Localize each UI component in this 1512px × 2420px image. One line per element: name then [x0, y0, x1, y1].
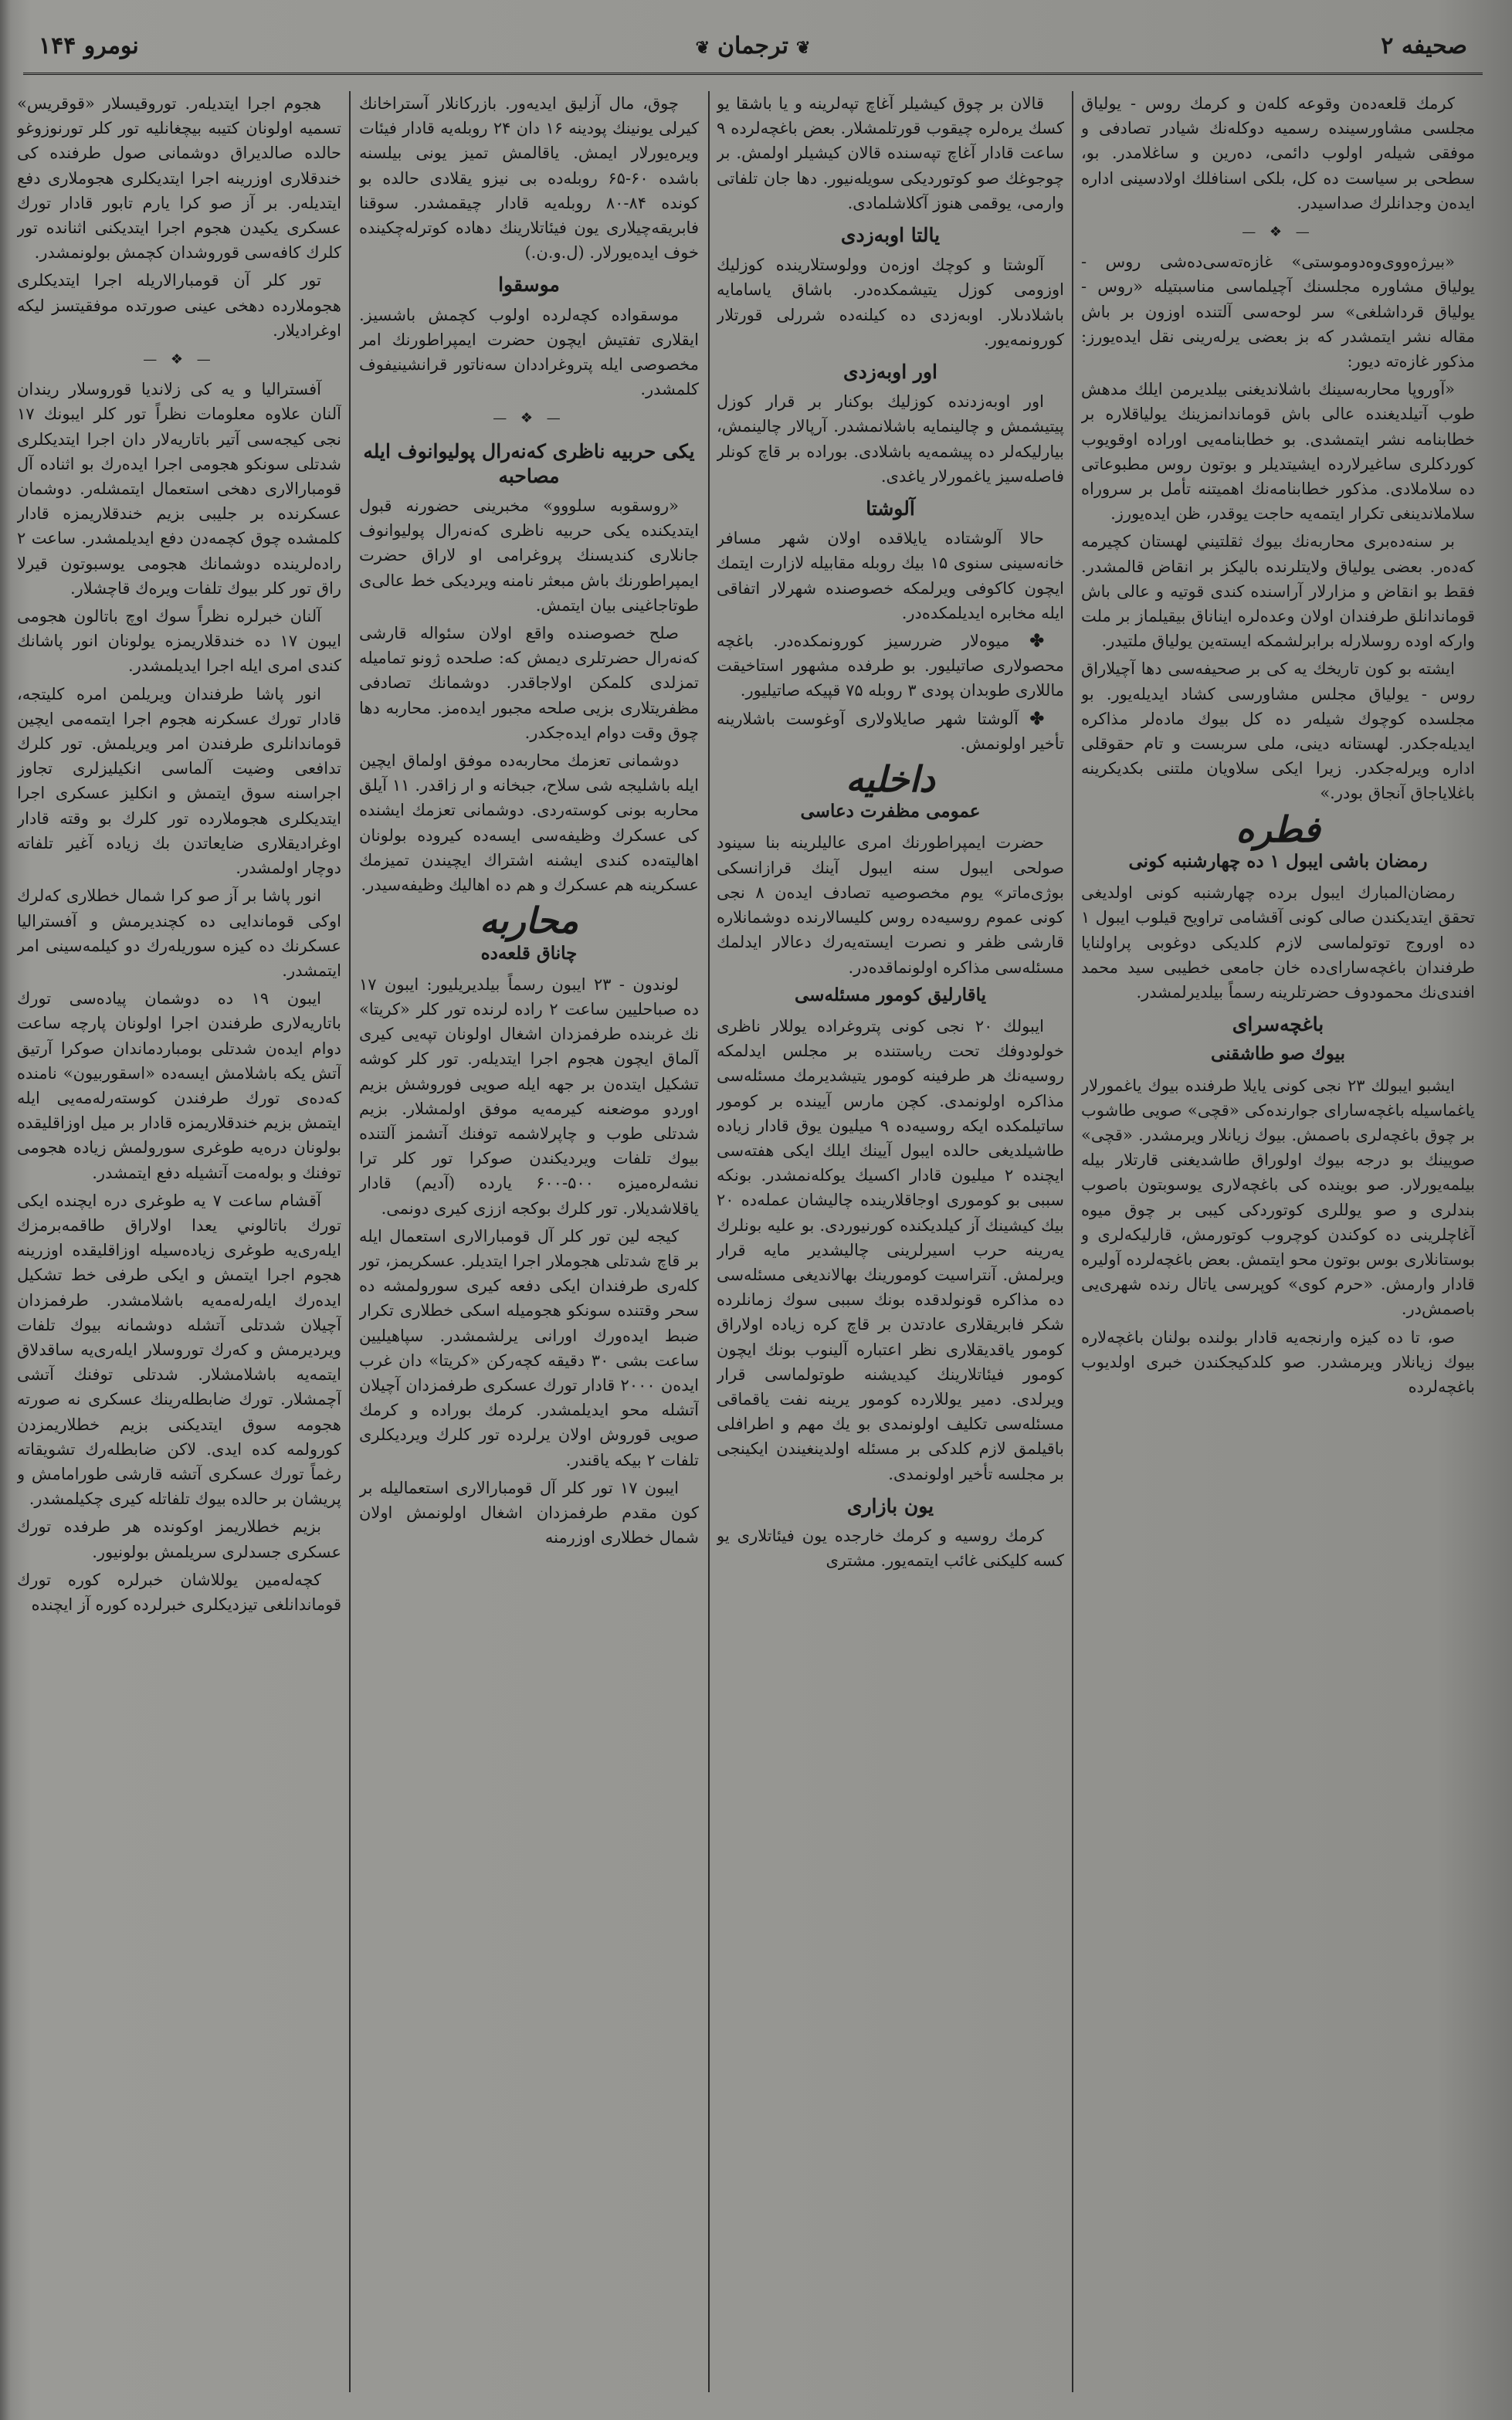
article-paragraph: ايبولك ۲۰ نجى كونى پتروغراده يوللار ناظرى خولودوفك تحت رياستنده بر مجلس ايدلمكه روسيه‌نك هر طرفينه كومور يتيشديرمك مسئله‌سى مذاكره اولونمدى. كچن مارس آيينده بر كومور ساتيلمكده ايكه روسيه‌ده ۹ ميليون يوق قادار زياده طاشيلديغى حالده ايبول آيينك ايلك ايكى هفته‌سى ايچنده ۲ ميليون قادار اكسيك يوكلەنمشدر. بونكه سببى بو كومورى اوجاقلارينده چاليشان عمله‌ده ۲۰ بيك كيشينك آز كيلديكنده كورنيوردى. بو عليه بونلرك يه‌رينه حرب اسيرلرينى چاليشدير مايه قرار ويرلمش. آنتراسيت كومورينك بهالانديغى مسئله‌سى ده مذاكره قونولدقده بونك سببى سوك زمانلرده شكر فابريقلارى عادتدن بر قاچ كره زياده اولاراق كومور ياقديقلارى نظر اعتباره آلينوب بونك ايچون كومور فيئاتلارينك كيديشنه طوتولماسى قرار ويرلدى. دمير يوللارده كومور يرينه نفت ياقماقى مسئله‌سى تكليف اولونمدى بو يك مهم و اطرافلى باقيلمق لازم كلدكى بر مسئله اولدينغيندن ايكينجى بر مجلسه تأخير اولونمدى.: [717, 1016, 1064, 1483]
article-paragraph: انور پاشا طرفندان ويريلمن امره كليتجه، قادار تورك عسكرنه هجوم اجرا ايتمه‌مى ايچين قوماندانلرى طرفندن امر ويريلمش. تور كلرك تدافعى وضيت آلماسى انكيليزلرى تجاوز اجراسنه سوق ايتمش و انكليز عسكرى اجرا ايتديكلرى هجوملارده تور كلرك بو وقته قادار اوغراديقلارى ضايعاتدن بك زياده آغير تلفاته دوچار اولمشدر.: [17, 684, 341, 878]
article-paragraph: «بيرژەووی‌وەدوموستى» غازەتەسى‌دەشى روس - يولياق مشاوره مجلسنك آچيلماسى مناسبتيله «روس - يولياق قرداشلغى» سر لوحەسى آلتنده اوزون بر باش مقاله نشر ايتمشدر كه بز بعضى يرلەرينى نقل ايدەيورز: مذكور غازەته ديور:: [1081, 253, 1475, 371]
article-paragraph: لوندون - ۲۳ ايبون رسماً بيلديريليور: ايبون ۱۷ ده صباحليين ساعت ۲ راده لرنده تور كلر «كريتا» نك غربنده طرفمزدان اشغال اولونان تپه‌يى كيرى آلماق ايچون هجوم اجرا ايتديلەر. تور كلر كوشه تشكيل ايتدەن بر جهه ايله صويى فوروشش بزيم اوردو موضعنه كيرمه‌يە موفق اولمشلار. بزيم شدتلى طوب و چاپرلاشمه توفنك آتشمز آلتنده بيوك تلفات ويرديكندن صوكرا تور كلر ترا نشه‌لره‌ميزه ۵۰۰-۶۰۰ يارده (آديم) قادار ياقلاشديلار. تور كلرك بوكجه اززى كيرى دونمى.: [359, 974, 699, 1218]
section-heading: آلوشتا: [866, 497, 915, 520]
section-heading-fitr: فطره: [1236, 808, 1320, 850]
article-paragraph: «روسقوبه سلووو» مخبرينى حضورنه قبول ايتديكنده يكى حربيه ناظرى كه‌نه‌رال پوليوانوف جانلارى كنديسنك پروغرامى او لاراق حضرت ايمپراطورنك باش مبعثر نامنه ويرديكى خط عالى‌ى طوتاجاغينى بيان ايتمش.: [359, 497, 699, 615]
article-paragraph: ايشبو ايبولك ۲۳ نجى كونى يايلا طرفنده بيوك ياغمورلار ياغماسيله باغچه‌ساراى جوارنده‌كى «قچى» صويى طاشوب بر چوق باغچه‌لرى باصمش. بيوك زيانلار ويرمشدر. «قچى» صويينك بو درجه بيوك اولوراق طاشديغنى قارتلار بيله بيلمه‌يورلار. صو بوينده كى باغچه‌لارى يوسوبتون باصوب بندلرى و صو يوللرى كوتوردكى كيبى بر چوق ميوه آغاچلرينى ده كوكندن كوچروب كوتورمش، قارليكه‌لرى و بوستانلارى بوس بوتون محو ايتمش. بعض باغچه‌لرده آوليره قادار وارمش. «حرم كوى» كوپرسى ياتال رنده شهرى‌يى باصمش‌در.: [1081, 1076, 1475, 1319]
article-paragraph: انور پاشا بر آز صو كرا شمال خطلارى كه‌لرك اوكى قوماندايى ده كچنديرمش و آفستراليا عسكرنك ده كيزه سوريله‌رك دو كيلمه‌سينى امر ايتمشدر.: [17, 886, 341, 980]
article-paragraph: بر سنه‌ده‌برى محاربه‌نك بيوك ثقلتيني لهستان كچيرمه كه‌ده‌ر. بعضى يولياق ولايتلرنده باليكز بر انقاض قالمشدر. فقط بو انقاض و مزارلار آراسنده كندى قوتيه و عالى باش قوماندانلق طرفندان اولان وعده‌لره ايناناق بيقيلماز بر ملت واركه اوده روسلارله برابرلشمكه ايسته‌ين يولياق ملتيدر.: [1081, 532, 1475, 651]
section-heading: اور اوبه‌زدى: [843, 361, 937, 384]
article-paragraph: چوق، مال آزليق ايديەور. بازركانلار آستراخانك كيرلى يونينك پودينه ۱۶ دان ۲۴ روبله‌يه قادار فيئات ويره‌يورلار ايمش. ياقالمش تميز يونى بيلسنه باشده ۶۰-۶۵ روبله‌ده بى نيزو يقلادى حالده بو كونده ۸۴-۸۰ روبله‌يه قادار چيقمشدر. سوقنا فابريقه‌چيلارى يون فيئاتلارينك دهاده كوترلەچكينده خوف ايده‌يورلار. (ل.و.ن.): [359, 94, 699, 263]
article-paragraph: آلنان خبرلره نظراً سوك اوچ باتالون هجومى ايبون ۱۷ ده خندقلاريمزه يولونان انور پاشانك كندى امرى ايله اجرا ايديلمشدر.: [17, 607, 341, 676]
masthead: [23, 32, 1483, 59]
section-heading: موسقوا: [498, 273, 560, 297]
column-divider: [349, 91, 351, 2392]
article-paragraph: ايبون ۱۹ ده دوشمان پيادەسى تورك باتاريه‌لارى طرفندن اجرا اولونان پارچه ساعت دوام ايده‌ن شدتلى بومباردماندان صوكرا آرتيق آتش يكه باشلامش ايسەده «اسقوربيون» نامنده كه‌ده‌ى تورك طرفندن كوستەرلەمه‌يى ايله ايتمش بزيم خندقلاريمزه قادار بر ميل اوزاقليقده بولونان درەيه طوغرى سورولمش زياده هجومى توفنك و بولەمت آتشيله دفع ايتمشدر.: [17, 989, 341, 1182]
column-divider: [1072, 91, 1073, 2392]
article-text: ميوه‌لار ضررسيز كورونمكده‌در. باغچه محصولارى صاتيليور. بو طرفده مشهور استاخيقت ماللارى طوبدان پودى ۳ روبله ۷۵ قپيكه صاتيليور.: [717, 632, 1064, 700]
article-paragraph: هجوم اجرا ايتديلەر. توروقيسلار «قوقريس» تسميه اولونان كتيبه بيچغانليه تور كلر تورنوزوغو حالده صالديراق دوشمانى صول طرفنده كى خندقلارى اوزرينه اجرا ايتديكلرى هجوملارى دفع ايتديلەر. بر آز صو كرا يارم تابور قادار تورك عسكرى يكيدن هجوم اجرا ايتديكنى اثنانده تور كلرك كافه‌سى قوروشدان كچمش بولونمشدر.: [17, 94, 341, 263]
article-paragraph: موسقواده كچه‌لرده اولوب كچمش باشسيز. ايقلارى تفتيش ايچون حضرت ايمپراطورنك امر مخصوصى ايله پتروغراددان سه‌ناتور قرانشينيفوف كلمشدر.: [359, 305, 699, 399]
section-heading: يون بازارى: [846, 1494, 934, 1517]
page-header: [23, 26, 1483, 75]
issue-number: نومرو ۱۴۴: [39, 32, 139, 59]
article-paragraph: آلوشتا و كوچك اوزەن وولوستلارينده كوزليك اوزومی كوزل يتيشمكده‌در. باشاق ياسامايه باشلادىلار. اوبه‌زدى ده كيلنه‌ده شررلى قورتلار كورونمه‌يور.: [717, 256, 1064, 349]
section-heading-muharebe: محاربه: [479, 900, 579, 942]
article-paragraph: اور اوبه‌زدنده كوزليك بوكنار بر قرار كوزل پيتيشمش و چالينمايه باشلانمشدر. آرپالار چالينمش، بيارليكه‌لر ده پيشمه‌يه باشلادى. بوراده بر قاچ كونلر فاصله‌سيز ياغمورلار ياغدى.: [717, 392, 1064, 486]
section-heading-dakhiliye: داخليه: [846, 758, 935, 801]
subheading: چاناق قلعه‌ده: [480, 942, 578, 964]
article-paragraph: قالان بر چوق كيشيلر آغاچ تپه‌لرينه و يا باشقا يو كسك يره‌لره چيقوب قورتلمشلار. بعض باغچه‌لرده ۹ ساعت قادار آغاچ تپه‌سنده قالان كيشيلر اولمش. بر چوجوغك صو كوتورديكى سويله‌نيور. دها جان تلفاتى وارمى، يوقمى هنوز آكلاشلمادى.: [717, 94, 1064, 212]
article-paragraph: حالا آلوشتاده يايلاقده اولان شهر مسافر خانه‌سينى سنوى ۱۵ بيك روبله مقابيله لازارت ايتمك ايچون كاكوفى ويرلمكه خصوصنده شهرلار اتفاقى ايله مخابره ايديلمكده‌در.: [717, 529, 1064, 622]
article-text: آلوشتا شهر صايلاولارى آوغوست باشلارينه تأخير اولونمش.: [717, 709, 1064, 753]
bullet-icon: ✤: [1018, 708, 1045, 729]
column-4: [17, 91, 341, 2392]
section-separator: — ❖ —: [143, 351, 215, 368]
bullet-icon: ✤: [1009, 631, 1044, 652]
article-paragraph: كيجه لين تور كلر آل قومبارالارى استعمال ايله بر قاچ شدتلى هجوملار اجرا ايتديلر. عسكريمز، تور كلەرى طرفندان ايكى دفعه كيرى سورولمشه ده سحر وقتنده سونكو هجوميله اسكى خطلارى تكرار ضبط ايده‌ورك اورانى يرلشمشدر. سپاهيليين ساعت بشى ۳۰ دقيقه كچەركن «كريتا» دان غرب ايده‌ن ۲۰۰۰ قادار تورك عسكرى طرفمزدان آچيلان آتشله محو ايديلمشدر. كرمك بوراده و كرمك صويى قوروش اولان يرلرده تور كلرك ويرديكلرى تلفات ۲ بيكه ياقندر.: [359, 1226, 699, 1469]
article-paragraph: كچەله‌مين يوللاشان خبرلره كوره تورك قوماندانلغى تيزديكلرى خبرلرده كوره آز ايچنده: [17, 1570, 341, 1614]
column-1: [1081, 91, 1475, 2392]
subheading: عمومى مظفرت دعاسى: [800, 801, 981, 822]
article-paragraph: ايبون ۱۷ تور كلر آل قومبارالارى استعماليله بر كون مقدم طرفمزدان اشغال اولونمش اولان شمال خطلارى اوزرمنه: [359, 1478, 699, 1547]
article-paragraph: [717, 629, 1064, 703]
page-number: صحيفه ۲: [1381, 32, 1467, 59]
column-2: [717, 91, 1064, 2392]
column-3: [359, 91, 699, 2392]
article-paragraph: تور كلر آن قومبارالاريله اجرا ايتديكلرى هجوملارده دهخى عينى صورتده موفقيتسز ليكه اوغراديلار.: [17, 271, 341, 340]
section-separator: — ❖ —: [1242, 224, 1314, 241]
article-paragraph: آفستراليا و يه كى زلانديا قوروسلار ريندان آلنان علاوه معلومات نظراً تور كلر ايبونك ۱۷ نجى كيجه‌سى آتير باتاريه‌لار دان اجرا ايتديكلرى شدتلى سونكو هجومى اجرا ايده‌رك بو اثناده آل قومبارالارى دهخى استعمال ايتمشلەر. دوشمان عسكرنده بر جليبى بزيم خندقلاريمزه قادار كلمشده چوق كچمه‌دن دفع ايديلمشدر. ساعت ۲ راده‌لرينده دوشمانك هجومى يوسبوتون قيرلا راق تور كلر بيوك تلفات ويره‌ك قاچشلار.: [17, 380, 341, 598]
article-paragraph: ايشته بو كون تاريخك يه كى بر صحيفه‌سى دها آچيلاراق روس - يولياق مجلس مشاورسى كشاد ايديله‌يور. بو مجلسده كوچوك شيلەر ده كل بيوك مادەلر مذاكره ايديلەجكدر. لهستانه دينى، ملى سربست و تام حقوقلى اداره ويرلەجكدر. زيرا ايكى سلاويان ملتنى بكديكرينه باغلاياجاق آنجاق بودر.»: [1081, 659, 1475, 803]
article-paragraph: بزيم خطلاريمز اوكونده هر طرفده تورك عسكرى جسدلرى سريلمش بولونيور.: [17, 1517, 341, 1561]
article-paragraph: صلح خصوصنده واقع اولان سئوالە قارشى كه‌نه‌رال حضرتلرى ديمش كه: صلحده ژونو تماميله تمزلدى كلمكن اولاجاقدر. دوشمانك تصادفى مظفريتلارى بزيى صلحه مجبور ايده‌مز. محاربه دها چوق وقت دوام ايده‌جكدر.: [359, 624, 699, 742]
article-paragraph: صو، تا ده كيزه وارنجه‌يه قادار بولنده بولنان باغچه‌لاره بيوك زيانلار ويرمشدر. صو كلدكيجكندن خبرى اولديوب باغچه‌لرده: [1081, 1327, 1475, 1396]
column-divider: [708, 91, 710, 2392]
article-paragraph: آقشام ساعت ۷ يه طوغرى دره ايچنده ايكى تورك باتالوني يعدا اولاراق طاقمه‌برمزك ايلەرى‌يه طوغرى زياده‌سيله اوزاقليقدە اوزرينه هجوم اجرا ايتمش و ايكى طرفى خط تشكيل ايده‌رك ايلەرلەمه‌يه باشلامشدر. طرفمزدان آچيلان شدتلى آتشله دوشمانه بيوك تلفات ويرديرمش و كه‌رك توروسلار ايلەرى‌يه ساقدلاق ايتمه‌يه باشلامشلار. شدتلى توفنك آتشى آچمشلار. تورك ضابطلەرينك عسكرى نه صورته هجومه سوق ايتديكنى بزيم خطلاريمزدن كورولمه كده ايدى. لاكن ضابطلەرك تشويقاته رغماً تورك عسكرى آتشه قارشى طورامامش و پريشان بر حالده بيوك تلفاتله كيرى چكيلمشدر.: [17, 1191, 341, 1509]
subheading: رمضان باشى ايبول ۱ ده چهارشنبه كونى: [1128, 850, 1428, 872]
ornament-icon: ❦: [795, 38, 811, 58]
article-paragraph: كرمك روسيه و كرمك خارجده يون فيئاتلارى يو كسه كليكنى غائب ايتمه‌يور. مشترى: [717, 1526, 1064, 1571]
article-paragraph: حضرت ايمپراطورنك امرى عاليلرينه بنا سينود صولحى ايبول سنه ايبول آينك قرازانسكى بوژى‌ماتر» يوم مخصوصيه تصادف ايدەن ۸ نجى كونى عموم روسيه‌ده روس كليسالارنده دوشمانلاره قارشى ظفر و نصرت ايسته‌يەرك دعالار ايدلمك مسئله‌سى مذاكره اولونماقده‌در.: [717, 833, 1064, 977]
article-paragraph: کرمك قلعه‌ده‌ن وقوعه کله‌ن و کرمك روس - يولياق مجلسى مشاورسينده رسميه دوكله‌نك شيادر تصادفى و موفقى شيلەر اولوب دائمى، دەرين و ساغلامدر. بو، سطحى بر سياست ده كل، بلكى اسنافلك اولادسينى اداره ايدەن وجدانلرك صداسيدر.: [1081, 94, 1475, 212]
article-paragraph: [717, 707, 1064, 756]
section-separator: — ❖ —: [493, 410, 565, 427]
subheading: ياقارليق كومور مسئله‌سى: [795, 984, 986, 1005]
paper-name: ترجمان: [717, 32, 788, 59]
subheading: بيوك صو طاشقنى: [1211, 1043, 1345, 1065]
article-paragraph: دوشمانى تعزمك محاربه‌ده موفق اولماق ايچين ايله باشليجه شى سلاح، جبخانه و ار زاقدر. ۱۱ آيلق محاربه بونى كوستەردى. دوشمانى تعزمك ايشنده كى عسكرك وظيفه‌سى ايسه‌ده كيروده بولونان اهاليته‌ده كندى ايشنه اشتراك ايچيندن تميزمك عسكرينه هم عسكرك و هم ده اهاليك وظيفه‌سيدر.: [359, 751, 699, 895]
section-heading: يالتا اوبه‌زدى: [840, 224, 941, 247]
section-heading-bagche: باغچه‌سراى: [1232, 1013, 1324, 1036]
article-paragraph: رمضان‌المبارك ايبول برده چهارشنبه كونى اولديغى تحقق ايتديكندن صالى كونى آقشامى تراويح قيلوب ايبول ۱ ده اوروج توتولماسى لازم كلديكى دوغوبى پراولنايا طرفندان باغچه‌ساراى‌ده خان جامعى خطيبى سيد محمد افندى‌نك محمودوف حضرتلرينه رسماً بيلديرلمشدر.: [1081, 883, 1475, 1002]
section-heading: يكى حربيه ناظرى كه‌نه‌رال پوليوانوف ايله مصاحبه: [363, 439, 695, 487]
ornament-icon: ❦: [695, 38, 710, 58]
article-paragraph: «آوروپا محاربەسينك باشلانديغنى بيلديرمن ايلك مدهش طوب آتيلديغنده عالى باش قوماندانمزينك يولياقلاره بر خطابنامه نشر ايتمشدى. بو خطابنامه‌يى اوراده اوقويوب كوردكلرى ساغيرلارده ايشيتديلر و بوتون روس مطبوعاتى ده سلاملادى. مذكور خطابنامه‌نك اهميتنه تأمل بر سروراه سلاملاندينغى تكرار ايتمه‌يه حاجت يوقدر، ظن ايده‌يورز.: [1081, 380, 1475, 524]
